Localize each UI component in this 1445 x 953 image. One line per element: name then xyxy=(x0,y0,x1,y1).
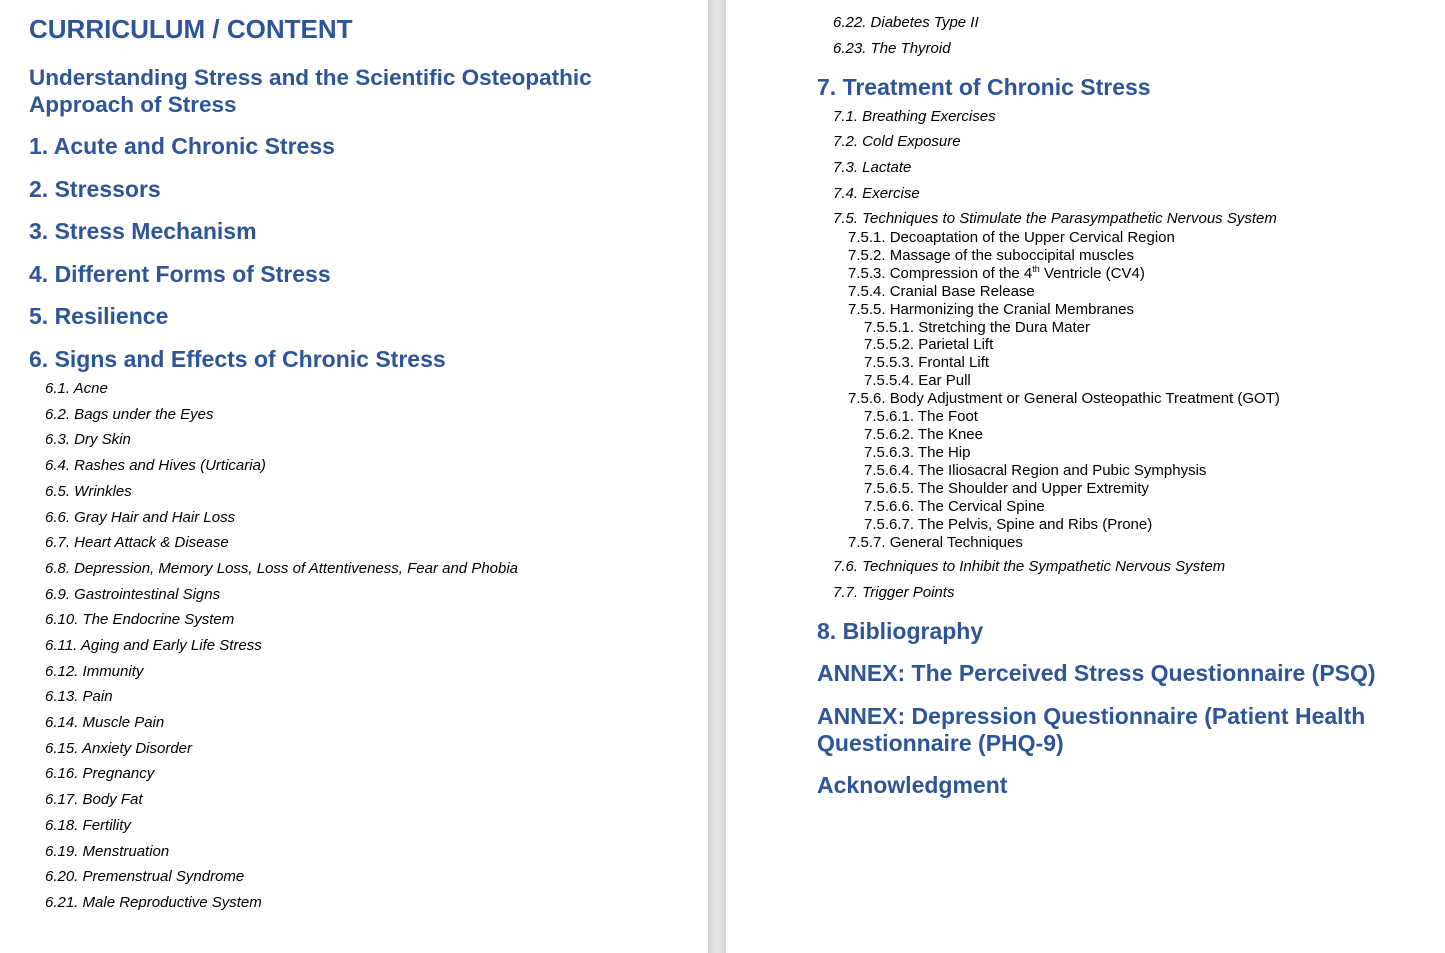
toc-subsubitem: 7.5.6.3. The Hip xyxy=(864,444,971,461)
toc-item: 7.1. Breathing Exercises xyxy=(833,108,996,125)
toc-subitem: 7.5.4. Cranial Base Release xyxy=(848,283,1035,300)
toc-item: 6.23. The Thyroid xyxy=(833,40,951,57)
toc-subitem: 7.5.5. Harmonizing the Cranial Membranes xyxy=(848,301,1134,318)
toc-item: 6.2. Bags under the Eyes xyxy=(45,406,214,423)
toc-item: 7.7. Trigger Points xyxy=(833,584,955,601)
section-heading: 5. Resilience xyxy=(29,303,169,329)
toc-item: 6.13. Pain xyxy=(45,688,113,705)
section-heading: 6. Signs and Effects of Chronic Stress xyxy=(29,346,446,372)
toc-subitem: 7.5.1. Decoaptation of the Upper Cervical Region xyxy=(848,229,1175,246)
toc-item: 6.5. Wrinkles xyxy=(45,483,132,500)
toc-item: 6.20. Premenstrual Syndrome xyxy=(45,868,245,885)
page-gutter xyxy=(708,0,726,953)
toc-item: 6.19. Menstruation xyxy=(45,843,170,860)
intro-heading: Understanding Stress and the Scientific Osteopathic Approach of Stress xyxy=(29,65,592,117)
toc-item: 7.5. Techniques to Stimulate the Parasympathetic Nervous System xyxy=(833,210,1277,227)
toc-subitem: 7.5.6. Body Adjustment or General Osteopathic Treatment (GOT) xyxy=(848,390,1280,407)
toc-subitem: 7.5.3. Compression of the 4th Ventricle (CV4) xyxy=(848,264,1145,282)
toc-subsubitem: 7.5.6.1. The Foot xyxy=(864,408,978,425)
toc-item: 6.18. Fertility xyxy=(45,817,131,834)
section-heading: 2. Stressors xyxy=(29,176,161,202)
section-heading: 1. Acute and Chronic Stress xyxy=(29,133,335,159)
section-heading: Acknowledgment xyxy=(817,772,1008,798)
toc-item: 6.12. Immunity xyxy=(45,663,144,680)
toc-item: 7.4. Exercise xyxy=(833,185,920,202)
toc-item: 6.16. Pregnancy xyxy=(45,765,155,782)
toc-subsubitem: 7.5.5.4. Ear Pull xyxy=(864,372,971,389)
toc-subsubitem: 7.5.5.3. Frontal Lift xyxy=(864,354,990,371)
toc-item: 7.2. Cold Exposure xyxy=(833,133,961,150)
right-page xyxy=(726,0,1445,953)
toc-subitem: 7.5.7. General Techniques xyxy=(848,534,1023,551)
toc-item: 6.8. Depression, Memory Loss, Loss of Attentiveness, Fear and Phobia xyxy=(45,560,519,577)
toc-item: 7.3. Lactate xyxy=(833,159,912,176)
toc-item: 6.10. The Endocrine System xyxy=(45,611,235,628)
section-heading: 3. Stress Mechanism xyxy=(29,218,257,244)
section-heading: ANNEX: The Perceived Stress Questionnaire (PSQ) xyxy=(817,660,1376,686)
toc-item: 6.6. Gray Hair and Hair Loss xyxy=(45,509,236,526)
toc-subsubitem: 7.5.5.2. Parietal Lift xyxy=(864,336,994,353)
toc-item: 6.15. Anxiety Disorder xyxy=(45,740,193,757)
left-page xyxy=(0,0,708,953)
toc-item: 6.21. Male Reproductive System xyxy=(45,894,262,911)
toc-subsubitem: 7.5.6.7. The Pelvis, Spine and Ribs (Prone) xyxy=(864,516,1153,533)
section-heading: 8. Bibliography xyxy=(817,618,984,644)
toc-subsubitem: 7.5.6.6. The Cervical Spine xyxy=(864,498,1045,515)
toc-item: 6.3. Dry Skin xyxy=(45,431,131,448)
section-heading: 4. Different Forms of Stress xyxy=(29,261,331,287)
section-heading: ANNEX: Depression Questionnaire (Patient Health Questionnaire (PHQ-9) xyxy=(817,703,1366,756)
toc-item: 6.22. Diabetes Type II xyxy=(833,14,979,31)
toc-subsubitem: 7.5.6.4. The Iliosacral Region and Pubic Symphysis xyxy=(864,462,1207,479)
toc-subitem: 7.5.2. Massage of the suboccipital muscles xyxy=(848,247,1134,264)
toc-item: 6.17. Body Fat xyxy=(45,791,143,808)
toc-item: 6.4. Rashes and Hives (Urticaria) xyxy=(45,457,266,474)
section-heading: 7. Treatment of Chronic Stress xyxy=(817,74,1151,100)
toc-subsubitem: 7.5.6.5. The Shoulder and Upper Extremity xyxy=(864,480,1149,497)
toc-item: 6.11. Aging and Early Life Stress xyxy=(45,637,262,654)
toc-item: 6.7. Heart Attack & Disease xyxy=(45,534,229,551)
toc-item: 6.9. Gastrointestinal Signs xyxy=(45,586,221,603)
toc-item: 6.1. Acne xyxy=(45,380,108,397)
toc-item: 6.14. Muscle Pain xyxy=(45,714,165,731)
page-title: CURRICULUM / CONTENT xyxy=(29,14,353,44)
toc-item: 7.6. Techniques to Inhibit the Sympathetic Nervous System xyxy=(833,558,1226,575)
toc-subsubitem: 7.5.6.2. The Knee xyxy=(864,426,983,443)
toc-subsubitem: 7.5.5.1. Stretching the Dura Mater xyxy=(864,319,1090,336)
